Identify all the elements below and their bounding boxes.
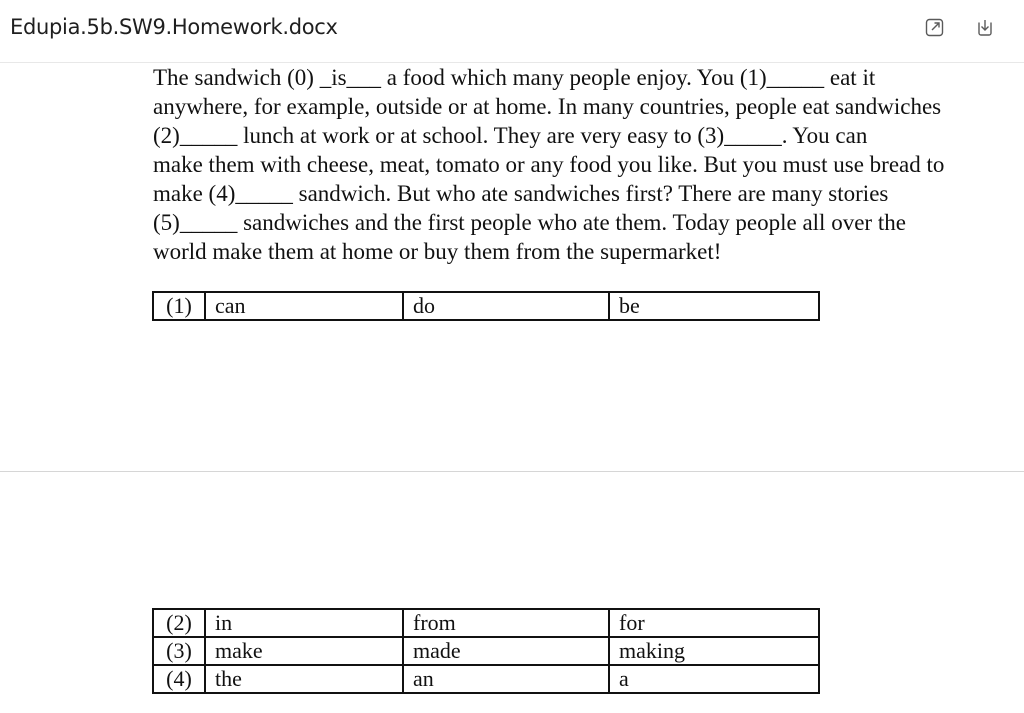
passage-line: (2)_____ lunch at work or at school. They are very easy to (3)_____. You can <box>153 123 868 148</box>
open-external-button[interactable] <box>924 16 946 38</box>
option-cell: be <box>609 292 819 320</box>
option-cell: an <box>403 665 609 693</box>
passage-line: anywhere, for example, outside or at home. In many countries, people eat sandwiches <box>153 94 942 119</box>
option-cell: making <box>609 637 819 665</box>
table-row <box>153 292 819 320</box>
option-cell: can <box>205 292 403 320</box>
viewer-header <box>0 0 1024 63</box>
option-cell: a <box>609 665 819 693</box>
question-number: (3) <box>153 637 205 665</box>
reading-passage <box>153 63 1013 266</box>
passage-line: make (4)_____ sandwich. But who ate sandwiches first? There are many stories <box>153 181 889 206</box>
option-cell: in <box>205 609 403 637</box>
option-cell: from <box>403 609 609 637</box>
file-name: Edupia.5b.SW9.Homework.docx <box>10 15 338 39</box>
download-icon <box>974 16 996 38</box>
option-cell: do <box>403 292 609 320</box>
option-cell: made <box>403 637 609 665</box>
table-row <box>153 637 819 665</box>
passage-line: (5)_____ sandwiches and the first people who ate them. Today people all over the <box>153 210 906 235</box>
question-number: (2) <box>153 609 205 637</box>
open-external-icon <box>924 16 946 38</box>
document-page-2 <box>0 472 1024 713</box>
option-cell: for <box>609 609 819 637</box>
download-button[interactable] <box>974 16 996 38</box>
option-cell: the <box>205 665 403 693</box>
passage-line: The sandwich (0) _is___ a food which many people enjoy. You (1)_____ eat it <box>153 65 876 90</box>
table-row <box>153 609 819 637</box>
table-row <box>153 665 819 693</box>
option-cell: make <box>205 637 403 665</box>
question-number: (4) <box>153 665 205 693</box>
passage-line: make them with cheese, meat, tomato or any food you like. But you must use bread to <box>153 152 945 177</box>
passage-line: world make them at home or buy them from the supermarket! <box>153 239 722 264</box>
options-table-2 <box>152 608 820 694</box>
question-number: (1) <box>153 292 205 320</box>
options-table-1 <box>152 291 820 321</box>
document-page-1 <box>0 63 1024 471</box>
